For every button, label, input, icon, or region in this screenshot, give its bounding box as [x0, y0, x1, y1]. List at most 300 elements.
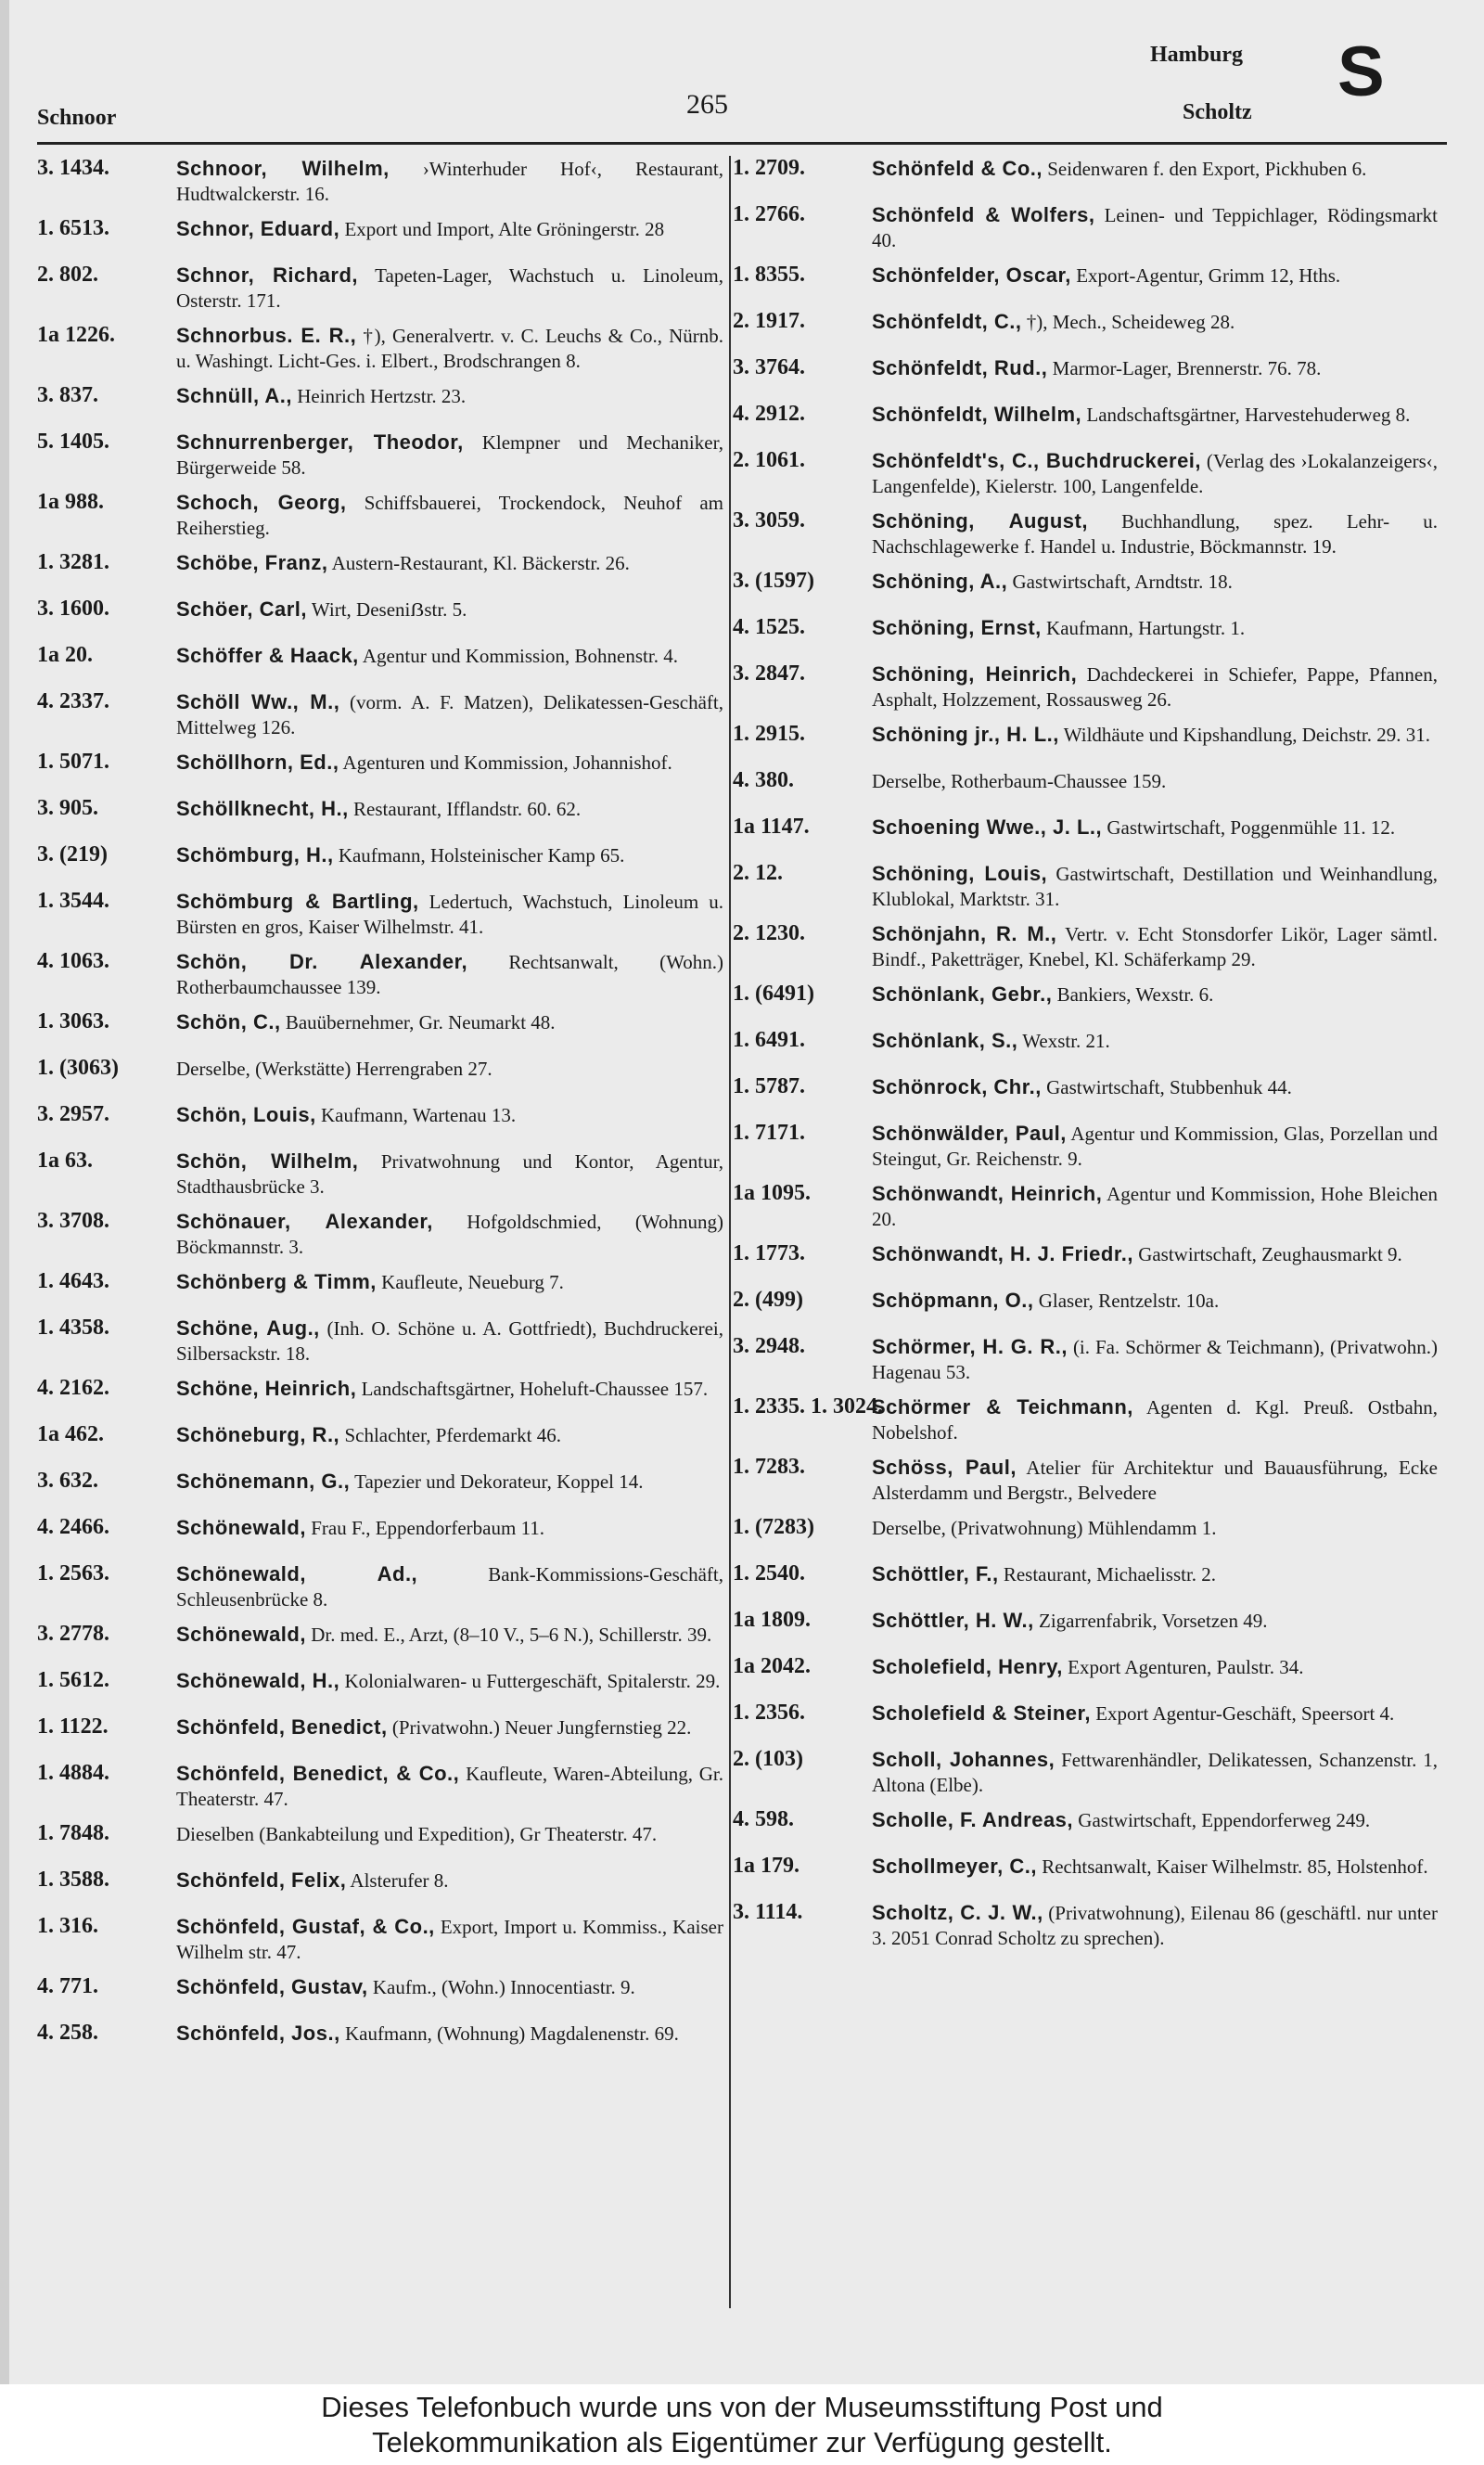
- directory-entry: [733, 1561, 1438, 1598]
- entry-text: [176, 949, 723, 1000]
- entry-text: [872, 1241, 1438, 1267]
- subscriber-name: Schoening Wwe., J. L.,: [872, 815, 1103, 839]
- directory-entry: [733, 1515, 1438, 1552]
- subscriber-name: Schoch, Georg,: [176, 491, 347, 514]
- subscriber-name: Schöttler, F.,: [872, 1562, 999, 1586]
- subscriber-details: Wirt, Deseniẞstr. 5.: [311, 598, 467, 621]
- entry-text: [872, 1455, 1438, 1506]
- subscriber-details: Heinrich Hertzstr. 23.: [297, 385, 467, 407]
- directory-entry: [733, 861, 1438, 912]
- phone-number: 1a 1147.: [733, 815, 810, 839]
- phone-number: 1a 1226.: [37, 323, 115, 347]
- phone-number: 4. 258.: [37, 2021, 98, 2045]
- subscriber-details: Schlachter, Pferdemarkt 46.: [344, 1424, 562, 1446]
- entry-text: [176, 1422, 723, 1448]
- column-separator: [729, 156, 731, 2308]
- entry-text: [176, 1056, 723, 1082]
- phone-number: 1. 4884.: [37, 1761, 109, 1785]
- entry-text: [872, 1854, 1438, 1880]
- directory-entry: [733, 402, 1438, 439]
- subscriber-name: Schörmer, H. G. R.,: [872, 1335, 1068, 1358]
- entry-text: [176, 263, 723, 314]
- phone-number: 4. 380.: [733, 768, 794, 792]
- directory-entry: [733, 508, 1438, 559]
- subscriber-name: Schönfeldt, Rud.,: [872, 356, 1048, 379]
- directory-entry: [733, 1654, 1438, 1691]
- directory-entry: [733, 1288, 1438, 1325]
- phone-number: 2. 12.: [733, 861, 783, 885]
- entry-text: [872, 1181, 1438, 1232]
- entry-text: [872, 1515, 1438, 1541]
- subscriber-details: Bauübernehmer, Gr. Neumarkt 48.: [285, 1011, 556, 1034]
- subscriber-name: Schönfeld, Benedict, & Co.,: [176, 1762, 460, 1785]
- subscriber-name: Schönlank, S.,: [872, 1029, 1018, 1052]
- phone-number: 1. 2540.: [733, 1561, 805, 1586]
- subscriber-details: Dachdeckerei in Schiefer, Pappe, Pfannen, Asphalt, Holzzement, Rossausweg 26.: [872, 663, 1439, 711]
- subscriber-name: Schönwandt, Heinrich,: [872, 1182, 1103, 1205]
- phone-number: 1. 4643.: [37, 1269, 109, 1293]
- phone-number: 3. 905.: [37, 796, 98, 820]
- subscriber-name: Schöttler, H. W.,: [872, 1609, 1034, 1632]
- phone-number: 1. 1122.: [37, 1714, 109, 1739]
- entry-text: [872, 309, 1438, 335]
- subscriber-details: Gastwirtschaft, Stubbenhuk 44.: [1046, 1076, 1292, 1098]
- entry-text: [872, 815, 1438, 841]
- phone-number: 1a 179.: [733, 1854, 800, 1878]
- entry-text: [176, 750, 723, 776]
- entry-text: [872, 921, 1438, 972]
- phone-number: 1. 6491.: [733, 1028, 805, 1052]
- entry-text: [872, 402, 1438, 428]
- subscriber-name: Schönrock, Chr.,: [872, 1075, 1042, 1098]
- subscriber-name: Schöne, Aug.,: [176, 1316, 320, 1340]
- subscriber-name: Schnüll, A.,: [176, 384, 292, 407]
- entry-text: [872, 1288, 1438, 1314]
- subscriber-details: Buchhandlung, spez. Lehr- u. Nachschlagewerke f. Handel u. Industrie, Böckmannstr. 19.: [872, 510, 1439, 558]
- phone-number: 2. 1061.: [733, 448, 805, 472]
- subscriber-details: Agenturen und Kommission, Johannishof.: [342, 751, 672, 774]
- subscriber-details: Fettwarenhändler, Delikatessen, Schanzenstr. 1, Altona (Elbe).: [872, 1749, 1439, 1796]
- entry-text: [176, 842, 723, 868]
- header-rule: [37, 142, 1447, 145]
- directory-entry: [37, 323, 723, 374]
- directory-entry: [733, 1394, 1438, 1445]
- subscriber-details: Dieselben (Bankabteilung und Expedition), Gr Theaterstr. 47.: [176, 1823, 658, 1845]
- directory-entry: [37, 1316, 723, 1367]
- entry-text: [176, 1761, 723, 1812]
- directory-entry: [37, 1149, 723, 1200]
- entry-text: [176, 1515, 723, 1541]
- entry-text: [176, 156, 723, 207]
- phone-number: 3. 2957.: [37, 1102, 109, 1126]
- subscriber-name: Scholefield & Steiner,: [872, 1701, 1091, 1725]
- directory-entry: [733, 1241, 1438, 1278]
- subscriber-name: Scholle, F. Andreas,: [872, 1808, 1074, 1831]
- directory-entry: [37, 1102, 723, 1139]
- entry-text: [176, 643, 723, 669]
- entry-text: [872, 722, 1438, 748]
- subscriber-name: Schönwandt, H. J. Friedr.,: [872, 1242, 1133, 1265]
- subscriber-details: Leinen- und Teppichlager, Rödingsmarkt 40.: [872, 204, 1438, 251]
- subscriber-details: Agenten d. Kgl. Preuß. Ostbahn, Nobelshof.: [872, 1396, 1438, 1444]
- subscriber-name: Schnor, Eduard,: [176, 217, 340, 240]
- subscriber-name: Schöning, August,: [872, 509, 1088, 533]
- header-right-catchword: Scholtz: [1183, 100, 1252, 124]
- header-left-catchword: Schnoor: [37, 106, 117, 130]
- subscriber-details: Vertr. v. Echt Stonsdorfer Likör, Lager sämtl. Bindf., Paketträger, Knebel, Kl. Schäferkamp 29.: [872, 923, 1439, 970]
- subscriber-name: Schön, C.,: [176, 1010, 281, 1034]
- subscriber-details: Wildhäute und Kipshandlung, Deichstr. 29. 31.: [1063, 724, 1430, 746]
- phone-number: 2. (103): [733, 1747, 803, 1771]
- subscriber-details: Export Agenturen, Paulstr. 34.: [1068, 1656, 1304, 1678]
- directory-entry: [733, 1900, 1438, 1951]
- subscriber-details: (Privatwohn.) Neuer Jungfernstieg 22.: [391, 1716, 692, 1739]
- phone-number: 1. 6513.: [37, 216, 109, 240]
- left-column: [37, 156, 723, 2067]
- entry-text: [176, 1469, 723, 1495]
- subscriber-name: Schönewald, Ad.,: [176, 1562, 418, 1586]
- phone-number: 1. 2335. 1. 3024.: [733, 1394, 883, 1419]
- subscriber-details: Rechtsanwalt, (Wohn.) Rotherbaumchaussee 139.: [176, 951, 724, 998]
- phone-number: 3. 2948.: [733, 1334, 805, 1358]
- directory-entry: [37, 1469, 723, 1506]
- page-header: [37, 32, 1447, 139]
- subscriber-details: Atelier für Architektur und Bauausführung, Ecke Alsterdamm und Bergstr., Belvedere: [872, 1457, 1438, 1504]
- phone-number: 1a 63.: [37, 1149, 93, 1173]
- entry-text: [872, 1900, 1438, 1951]
- subscriber-name: Schnorbus. E. R.,: [176, 324, 357, 347]
- phone-number: 2. (499): [733, 1288, 803, 1312]
- entry-text: [872, 569, 1438, 595]
- entry-text: [176, 1209, 723, 1260]
- directory-entry: [37, 2021, 723, 2058]
- phone-number: 3. 1114.: [733, 1900, 803, 1924]
- subscriber-name: Schöning, Louis,: [872, 862, 1048, 885]
- phone-number: 1. 2915.: [733, 722, 805, 746]
- subscriber-name: Schömburg & Bartling,: [176, 890, 419, 913]
- phone-number: 3. 3059.: [733, 508, 805, 533]
- entry-text: [872, 1608, 1438, 1634]
- entry-text: [176, 1149, 723, 1200]
- entry-text: [872, 1701, 1438, 1727]
- subscriber-details: Rechtsanwalt, Kaiser Wilhelmstr. 85, Holstenhof.: [1042, 1855, 1428, 1878]
- entry-text: [872, 1121, 1438, 1172]
- directory-entry: [733, 661, 1438, 713]
- phone-number: 1. 3281.: [37, 550, 109, 574]
- directory-entry: [37, 1515, 723, 1552]
- entry-text: [872, 448, 1438, 499]
- phone-number: 1a 1809.: [733, 1608, 811, 1632]
- subscriber-name: Schöning, Ernst,: [872, 616, 1042, 639]
- phone-number: 4. 2337.: [37, 689, 109, 713]
- phone-number: 1. 2356.: [733, 1701, 805, 1725]
- phone-number: 3. 3708.: [37, 1209, 109, 1233]
- directory-entry: [733, 1121, 1438, 1172]
- entry-text: [176, 1868, 723, 1894]
- directory-entry: [37, 1009, 723, 1046]
- subscriber-name: Schnoor, Wilhelm,: [176, 157, 390, 180]
- directory-entry: [37, 1269, 723, 1306]
- subscriber-name: Scholl, Johannes,: [872, 1748, 1055, 1771]
- subscriber-details: Kaufleute, Waren-Abteilung, Gr. Theaterstr. 47.: [176, 1763, 724, 1810]
- subscriber-details: Derselbe, (Privatwohnung) Mühlendamm 1.: [872, 1517, 1217, 1539]
- phone-number: 3. 3764.: [733, 355, 805, 379]
- phone-number: 1. 316.: [37, 1914, 98, 1938]
- right-column: [733, 156, 1438, 1960]
- entry-text: [176, 2021, 723, 2047]
- directory-entry: [37, 949, 723, 1000]
- directory-entry: [37, 430, 723, 481]
- directory-entry: [37, 1376, 723, 1413]
- directory-entry: [733, 1854, 1438, 1891]
- entry-text: [176, 1009, 723, 1035]
- subscriber-name: Schön, Dr. Alexander,: [176, 950, 468, 973]
- subscriber-details: (i. Fa. Schörmer & Teichmann), (Privatwohn.) Hagenau 53.: [872, 1336, 1439, 1383]
- directory-entry: [37, 490, 723, 541]
- footer-line-1: Dieses Telefonbuch wurde uns von der Museumsstiftung Post und: [321, 2391, 1163, 2423]
- phone-number: 1a 20.: [37, 643, 93, 667]
- entry-text: [872, 202, 1438, 253]
- phone-number: 4. 771.: [37, 1974, 98, 1998]
- subscriber-details: Frau F., Eppendorferbaum 11.: [311, 1517, 545, 1539]
- subscriber-name: Schöer, Carl,: [176, 597, 308, 621]
- subscriber-details: Kaufm., (Wohn.) Innocentiastr. 9.: [372, 1976, 635, 1998]
- subscriber-details: Kolonialwaren- u Futtergeschäft, Spitalerstr. 29.: [344, 1670, 721, 1692]
- header-city: Hamburg: [1150, 43, 1244, 67]
- phone-number: 1. 3063.: [37, 1009, 109, 1034]
- subscriber-name: Schönfeld, Felix,: [176, 1868, 347, 1892]
- directory-entry: [733, 309, 1438, 346]
- entry-text: [872, 355, 1438, 381]
- entry-text: [176, 1622, 723, 1648]
- phone-number: 1. 2563.: [37, 1561, 109, 1586]
- subscriber-name: Schöllhorn, Ed.,: [176, 751, 339, 774]
- subscriber-details: Tapezier und Dekorateur, Koppel 14.: [354, 1470, 644, 1493]
- phone-number: 3. (1597): [733, 569, 814, 593]
- directory-entry: [37, 156, 723, 207]
- subscriber-details: Zigarrenfabrik, Vorsetzen 49.: [1039, 1610, 1268, 1632]
- subscriber-details: (Verlag des ›Lokalanzeigers‹, Langenfelde), Kielerstr. 100, Langenfelde.: [872, 450, 1438, 497]
- subscriber-name: Schönewald,: [176, 1516, 306, 1539]
- phone-number: 4. 1525.: [733, 615, 805, 639]
- subscriber-details: †), Mech., Scheideweg 28.: [1026, 311, 1235, 333]
- subscriber-name: Schönfeldt's, C., Buchdruckerei,: [872, 449, 1202, 472]
- entry-text: [872, 982, 1438, 1008]
- phone-number: 1. 2709.: [733, 156, 805, 180]
- entry-text: [176, 490, 723, 541]
- entry-text: [872, 1394, 1438, 1445]
- entry-text: [872, 1747, 1438, 1798]
- subscriber-name: Schönemann, G.,: [176, 1470, 351, 1493]
- phone-number: 1. 8355.: [733, 263, 805, 287]
- phone-number: 2. 1230.: [733, 921, 805, 945]
- phone-number: 4. 598.: [733, 1807, 794, 1831]
- phone-number: 1. 3544.: [37, 889, 109, 913]
- phone-number: 1. 5071.: [37, 750, 109, 774]
- directory-entry: [733, 448, 1438, 499]
- phone-number: 3. 632.: [37, 1469, 98, 1493]
- directory-entry: [733, 1455, 1438, 1506]
- directory-entry: [733, 1701, 1438, 1738]
- subscriber-name: Schöffer & Haack,: [176, 644, 359, 667]
- phone-number: 1a 1095.: [733, 1181, 811, 1205]
- subscriber-name: Schönfelder, Oscar,: [872, 263, 1071, 287]
- entry-text: [872, 615, 1438, 641]
- phone-number: 4. 2466.: [37, 1515, 109, 1539]
- subscriber-name: Schöbe, Franz,: [176, 551, 328, 574]
- entry-text: [176, 1316, 723, 1367]
- phone-number: 4. 1063.: [37, 949, 109, 973]
- subscriber-name: Scholtz, C. J. W.,: [872, 1901, 1043, 1924]
- subscriber-details: Alsterufer 8.: [350, 1869, 449, 1892]
- entry-text: [176, 1668, 723, 1694]
- subscriber-details: Kaufmann, Holsteinischer Kamp 65.: [338, 844, 625, 867]
- entry-text: [176, 430, 723, 481]
- directory-entry: [37, 263, 723, 314]
- subscriber-details: ›Winterhuder Hof‹, Restaurant, Hudtwalckerstr. 16.: [176, 158, 723, 205]
- entry-text: [872, 156, 1438, 182]
- directory-entry: [37, 1868, 723, 1905]
- directory-entry: [733, 263, 1438, 300]
- directory-entry: [37, 1622, 723, 1659]
- subscriber-name: Schöne, Heinrich,: [176, 1377, 357, 1400]
- subscriber-details: Privatwohnung und Kontor, Agentur, Stadthausbrücke 3.: [176, 1150, 723, 1198]
- subscriber-name: Schnurrenberger, Theodor,: [176, 430, 464, 454]
- entry-text: [176, 1714, 723, 1740]
- entry-text: [176, 1269, 723, 1295]
- subscriber-name: Schömburg, H.,: [176, 843, 334, 867]
- subscriber-details: Austern-Restaurant, Kl. Bäckerstr. 26.: [331, 552, 630, 574]
- phone-number: 1. 4358.: [37, 1316, 109, 1340]
- subscriber-details: Kaufmann, (Wohnung) Magdalenenstr. 69.: [344, 2022, 679, 2045]
- subscriber-details: Tapeten-Lager, Wachstuch u. Linoleum, Osterstr. 171.: [176, 264, 723, 312]
- subscriber-details: Hofgoldschmied, (Wohnung) Böckmannstr. 3.: [176, 1211, 723, 1258]
- directory-entry: [37, 1761, 723, 1812]
- entry-text: [176, 689, 723, 740]
- entry-text: [176, 383, 723, 409]
- entry-text: [176, 1561, 723, 1612]
- phone-number: 3. 1434.: [37, 156, 109, 180]
- entry-text: [872, 861, 1438, 912]
- subscriber-name: Schönauer, Alexander,: [176, 1210, 433, 1233]
- entry-text: [176, 550, 723, 576]
- entry-text: [872, 1074, 1438, 1100]
- phone-number: 1a 988.: [37, 490, 104, 514]
- entry-text: [872, 263, 1438, 289]
- directory-entry: [37, 383, 723, 420]
- subscriber-details: Kaufmann, Hartungstr. 1.: [1046, 617, 1246, 639]
- subscriber-details: Gastwirtschaft, Arndtstr. 18.: [1012, 571, 1233, 593]
- directory-entry: [37, 796, 723, 833]
- subscriber-name: Schönwälder, Paul,: [872, 1122, 1067, 1145]
- subscriber-details: Ledertuch, Wachstuch, Linoleum u. Bürsten en gros, Kaiser Wilhelmstr. 41.: [176, 891, 723, 938]
- subscriber-name: Schönfeld, Gustav,: [176, 1975, 368, 1998]
- subscriber-details: Dr. med. E., Arzt, (8–10 V., 5–6 N.), Schillerstr. 39.: [311, 1624, 712, 1646]
- entry-text: [872, 1561, 1438, 1587]
- footer-notice: [0, 2384, 1484, 2465]
- entry-text: [176, 216, 723, 242]
- phone-number: 1a 2042.: [733, 1654, 811, 1678]
- directory-entry: [37, 1668, 723, 1705]
- directory-entry: [37, 1974, 723, 2011]
- entry-text: [872, 1028, 1438, 1054]
- subscriber-name: Scholefield, Henry,: [872, 1655, 1063, 1678]
- phone-number: 1. 2766.: [733, 202, 805, 226]
- subscriber-name: Schollmeyer, C.,: [872, 1855, 1037, 1878]
- entry-text: [176, 889, 723, 940]
- entry-text: [176, 1974, 723, 2000]
- phone-number: 1. 7848.: [37, 1821, 109, 1845]
- entry-text: [176, 1821, 723, 1847]
- entry-text: [176, 1914, 723, 1965]
- subscriber-details: Export Agentur-Geschäft, Speersort 4.: [1095, 1702, 1395, 1725]
- phone-number: 1. 3588.: [37, 1868, 109, 1892]
- entry-text: [176, 597, 723, 623]
- subscriber-details: Marmor-Lager, Brennerstr. 76. 78.: [1052, 357, 1322, 379]
- directory-entry: [733, 1608, 1438, 1645]
- subscriber-details: Restaurant, Ifflandstr. 60. 62.: [353, 798, 582, 820]
- subscriber-details: Landschaftsgärtner, Hoheluft-Chaussee 157.: [361, 1378, 709, 1400]
- subscriber-details: Export, Import u. Kommiss., Kaiser Wilhelm str. 47.: [176, 1916, 723, 1963]
- subscriber-details: Bankiers, Wexstr. 6.: [1056, 983, 1214, 1006]
- directory-entry: [733, 615, 1438, 652]
- subscriber-name: Schöpmann, O.,: [872, 1289, 1034, 1312]
- subscriber-name: Schöllknecht, H.,: [176, 797, 349, 820]
- subscriber-name: Schön, Wilhelm,: [176, 1149, 359, 1173]
- directory-entry: [733, 1334, 1438, 1385]
- subscriber-details: (vorm. A. F. Matzen), Delikatessen-Geschäft, Mittelweg 126.: [176, 691, 723, 738]
- phone-number: 1. 7171.: [733, 1121, 805, 1145]
- subscriber-details: Glaser, Rentzelstr. 10a.: [1038, 1290, 1220, 1312]
- subscriber-name: Schnor, Richard,: [176, 263, 359, 287]
- directory-entry: [37, 1422, 723, 1459]
- entry-text: [176, 1376, 723, 1402]
- directory-entry: [733, 982, 1438, 1019]
- phone-number: 4. 2912.: [733, 402, 805, 426]
- directory-entry: [37, 689, 723, 740]
- subscriber-details: Schiffsbauerei, Trockendock, Neuhof am Reiherstieg.: [176, 492, 723, 539]
- subscriber-name: Schönfeldt, Wilhelm,: [872, 403, 1082, 426]
- phone-number: 1. (6491): [733, 982, 814, 1006]
- subscriber-name: Schönfeld, Gustaf, & Co.,: [176, 1915, 435, 1938]
- subscriber-details: Agentur und Kommission, Hohe Bleichen 20.: [872, 1183, 1438, 1230]
- subscriber-name: Schönfeld, Jos.,: [176, 2022, 340, 2045]
- entry-text: [872, 1334, 1438, 1385]
- directory-entry: [733, 921, 1438, 972]
- entry-text: [176, 796, 723, 822]
- phone-number: 1. 7283.: [733, 1455, 805, 1479]
- directory-entry: [733, 1028, 1438, 1065]
- phone-number: 3. 837.: [37, 383, 98, 407]
- subscriber-details: Gastwirtschaft, Zeughausmarkt 9.: [1138, 1243, 1402, 1265]
- subscriber-name: Schönberg & Timm,: [176, 1270, 377, 1293]
- directory-entry: [733, 156, 1438, 193]
- subscriber-name: Schönfeld & Co.,: [872, 157, 1043, 180]
- directory-entry: [733, 768, 1438, 805]
- subscriber-details: †), Generalvertr. v. C. Leuchs & Co., Nürnb. u. Washingt. Licht-Ges. i. Elbert., Brodschrangen 8.: [176, 325, 724, 372]
- directory-entry: [37, 750, 723, 787]
- entry-text: [176, 1102, 723, 1128]
- directory-entry: [37, 1714, 723, 1752]
- directory-entry: [733, 722, 1438, 759]
- directory-entry: [37, 842, 723, 879]
- subscriber-details: Agentur und Kommission, Glas, Porzellan und Steingut, Gr. Reichenstr. 9.: [872, 1123, 1438, 1170]
- subscriber-name: Schönewald,: [176, 1623, 306, 1646]
- phone-number: 1. (3063): [37, 1056, 119, 1080]
- directory-entry: [37, 216, 723, 253]
- entry-text: [872, 768, 1438, 794]
- directory-entry: [37, 597, 723, 634]
